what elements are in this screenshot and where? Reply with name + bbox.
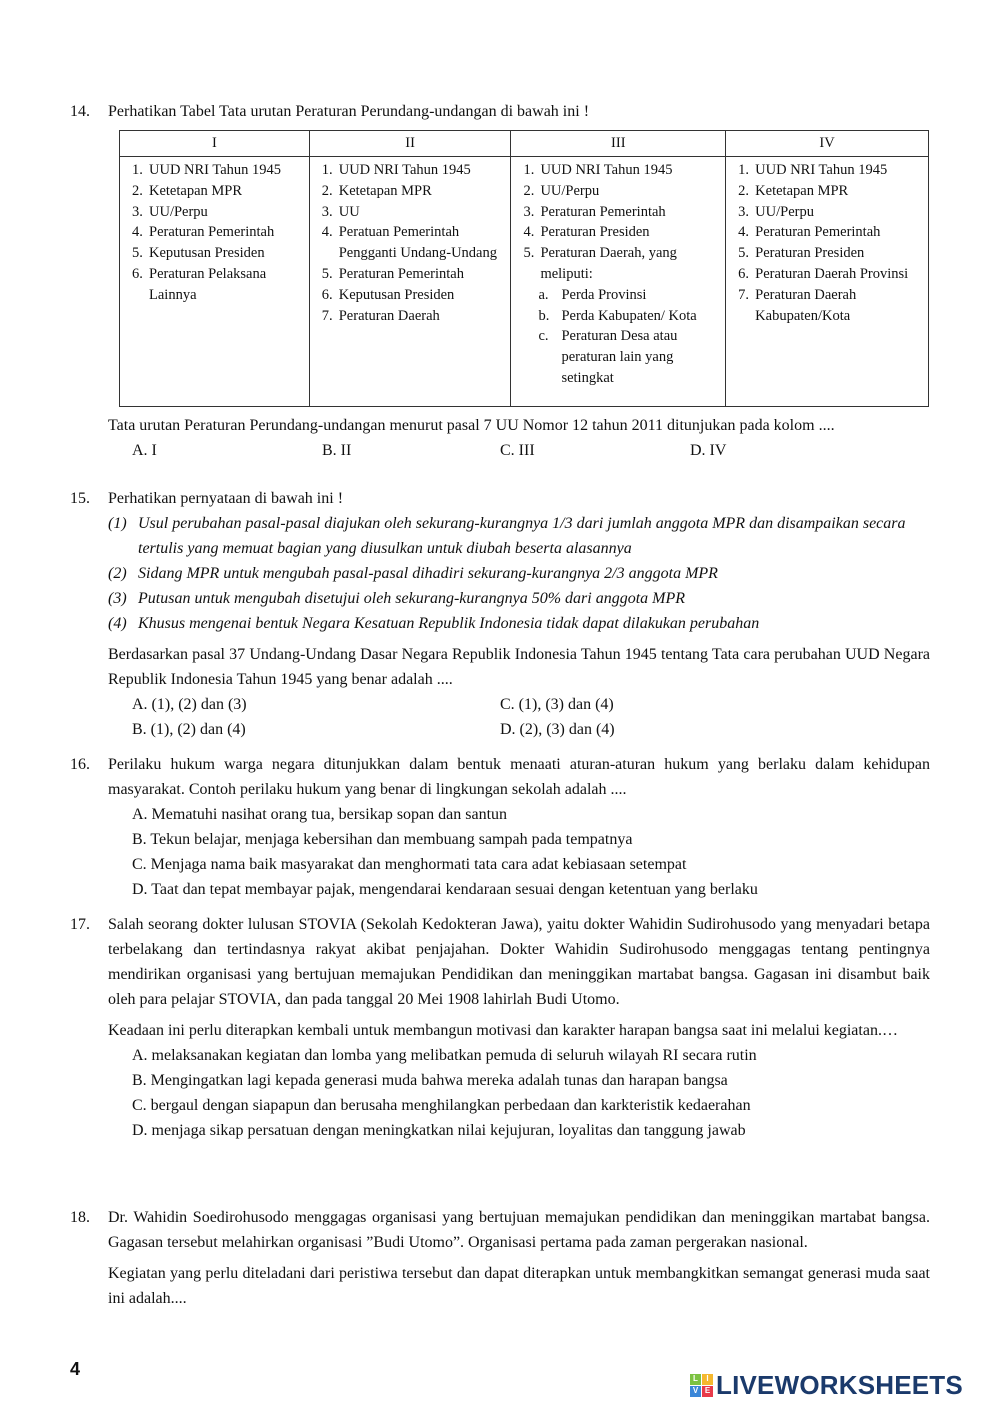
column-header: I <box>120 131 310 157</box>
question-number: 17. <box>70 916 90 933</box>
question-number: 16. <box>70 756 90 773</box>
option-b[interactable]: B. Tekun belajar, menjaga kebersihan dan membuang sampah pada tempatnya <box>132 831 633 848</box>
table-cell-col-1 <box>120 157 310 407</box>
regulation-hierarchy-table <box>119 130 929 407</box>
list-item: 6. Keputusan Presiden <box>321 286 455 303</box>
list-item: 6. Peraturan Pelaksana Lainnya <box>132 265 267 303</box>
option-d[interactable]: D. Taat dan tepat membayar pajak, mengendarai kendaraan sesuai dengan ketentuan yang berlaku <box>132 881 758 898</box>
question-passage: Dr. Wahidin Soedirohusodo menggagas organisasi yang bertujuan memajukan pendidikan dan meninggikan martabat bangsa. Gagasan tersebut melahirkan organisasi ”Budi Utomo”. Organisasi pertama pada zaman pergerakan nasional. <box>108 1209 930 1251</box>
list-item: 2. Ketetapan MPR <box>738 182 849 199</box>
statement-item: (4) Khusus mengenai bentuk Negara Kesatuan Republik Indonesia tidak dapat dilakukan perubahan <box>108 615 760 632</box>
option-b[interactable]: B. II <box>322 442 352 459</box>
question-text: Tata urutan Peraturan Perundang-undangan menurut pasal 7 UU Nomor 12 tahun 2011 ditunjukan pada kolom .... <box>108 417 835 434</box>
option-d[interactable]: D. menjaga sikap persatuan dengan meningkatkan nilai kejujuran, loyalitas dan tanggung jawab <box>132 1122 746 1139</box>
list-item: 3. UU/Perpu <box>738 203 814 220</box>
question-prompt: Perhatikan Tabel Tata urutan Peraturan Perundang-undangan di bawah ini ! <box>108 103 590 120</box>
answer-options <box>132 692 930 742</box>
answer-options <box>132 802 930 902</box>
option-a[interactable]: A. I <box>132 442 157 459</box>
brand-name: LIVEWORKSHEETS <box>716 1370 963 1400</box>
list-item: 6. Peraturan Daerah Provinsi <box>738 265 909 282</box>
table-cell-col-4 <box>726 157 929 407</box>
option-c[interactable]: C. III <box>500 442 535 459</box>
list-item: 5. Peraturan Presiden <box>738 245 865 262</box>
option-a[interactable]: A. (1), (2) dan (3) <box>132 696 247 713</box>
list-item: 1. UUD NRI Tahun 1945 <box>738 162 888 178</box>
list-item: 1. UUD NRI Tahun 1945 <box>523 162 673 178</box>
option-c[interactable]: C. (1), (3) dan (4) <box>500 696 614 713</box>
sub-list-item: b. Perda Kabupaten/ Kota <box>538 307 697 324</box>
question-18 <box>70 1205 930 1311</box>
question-prompt: Perhatikan pernyataan di bawah ini ! <box>108 490 344 507</box>
question-number: 15. <box>70 490 90 507</box>
question-text: Berdasarkan pasal 37 Undang-Undang Dasar Negara Republik Indonesia Tahun 1945 tentang Tata cara perubahan UUD Negara Republik Indonesia Tahun 1945 yang benar adalah .... <box>108 646 930 688</box>
table-cell-col-2 <box>309 157 511 407</box>
option-b[interactable]: B. (1), (2) dan (4) <box>132 721 246 738</box>
list-item: 4. Peraturan Pemerintah <box>132 224 275 241</box>
option-a[interactable]: A. melaksanakan kegiatan dan lomba yang melibatkan pemuda di seluruh wilayah RI secara rutin <box>132 1047 757 1064</box>
list-item: 7. Peraturan Daerah Kabupaten/Kota <box>738 286 857 324</box>
statement-list <box>108 511 930 636</box>
question-number: 18. <box>70 1209 90 1226</box>
option-d[interactable]: D. IV <box>690 442 727 459</box>
list-item: 7. Peraturan Daerah <box>321 307 440 324</box>
list-item: 5. Peraturan Daerah, yang meliputi: <box>523 245 677 282</box>
question-text: Perilaku hukum warga negara ditunjukkan dalam bentuk menaati aturan-aturan hukum yang berlaku dalam kehidupan masyarakat. Contoh perilaku hukum yang benar di lingkungan sekolah adalah .... <box>108 756 930 798</box>
question-15 <box>70 486 930 742</box>
live-tiles-icon: L I V E <box>690 1374 713 1397</box>
question-16 <box>70 752 930 902</box>
option-a[interactable]: A. Mematuhi nasihat orang tua, bersikap sopan dan santun <box>132 806 508 823</box>
question-number: 14. <box>70 103 90 120</box>
list-item: 3. Peraturan Pemerintah <box>523 203 666 220</box>
list-item: 3. UU/Perpu <box>132 203 208 220</box>
list-item: 2. Ketetapan MPR <box>321 182 432 199</box>
list-item: 1. UUD NRI Tahun 1945 <box>132 162 282 178</box>
statement-item: (2) Sidang MPR untuk mengubah pasal-pasal dihadiri sekurang-kurangnya 2/3 anggota MPR <box>108 565 718 582</box>
sub-list-item: a. Perda Provinsi <box>538 286 647 303</box>
question-passage: Salah seorang dokter lulusan STOVIA (Sekolah Kedokteran Jawa), yaitu dokter Wahidin Sudirohusodo yang menyadari betapa terbelakang dan tertindasnya rakyat akibat penjajahan. Dokter Wahidin Sudirohusodo menggagas tentang pentingnya mendirikan organisasi yang bertujuan memajukan Pendidikan dan meninggikan martabat bangsa. Gagasan ini disambut baik oleh para pelajar STOVIA, dan pada tanggal 20 Mei 1908 lahirlah Budi Utomo. <box>108 916 930 1008</box>
list-item: 5. Keputusan Presiden <box>132 245 265 262</box>
list-item: 4. Peraturan Pemerintah <box>738 224 881 241</box>
table-row <box>120 157 929 407</box>
column-header: II <box>309 131 511 157</box>
statement-item: (3) Putusan untuk mengubah disetujui oleh sekurang-kurangnya 50% dari anggota MPR <box>108 590 686 607</box>
statement-item: (1) Usul perubahan pasal-pasal diajukan oleh sekurang-kurangnya 1/3 dari jumlah anggota MPR dan disampaikan secara tertulis yang memuat bagian yang diusulkan untuk diubah beserta alasannya <box>108 515 906 557</box>
list-item: 1. UUD NRI Tahun 1945 <box>321 162 471 178</box>
option-b[interactable]: B. Mengingatkan lagi kepada generasi muda bahwa mereka adalah tunas dan harapan bangsa <box>132 1072 728 1089</box>
liveworksheets-logo[interactable] <box>690 1372 963 1398</box>
option-c[interactable]: C. bergaul dengan siapapun dan berusaha menghilangkan perbedaan dan karkteristik kedaerahan <box>132 1097 751 1114</box>
option-d[interactable]: D. (2), (3) dan (4) <box>500 721 615 738</box>
list-item: 2. Ketetapan MPR <box>132 182 243 199</box>
list-item: 2. UU/Perpu <box>523 182 600 199</box>
page-number: 4 <box>70 1359 81 1379</box>
sub-list-item: c. Peraturan Desa atau peraturan lain yang setingkat <box>538 328 678 386</box>
column-header: IV <box>726 131 929 157</box>
list-item: 3. UU <box>321 203 360 220</box>
question-text: Kegiatan yang perlu diteladani dari peristiwa tersebut dan dapat diterapkan untuk membangkitkan semangat generasi muda saat ini adalah.... <box>108 1265 930 1307</box>
list-item: 5. Peraturan Pemerintah <box>321 265 464 282</box>
list-item: 4. Peratuan Pemerintah Pengganti Undang-Undang <box>321 224 497 262</box>
table-header-row <box>120 131 929 157</box>
table-cell-col-3 <box>511 157 726 407</box>
answer-options <box>132 438 930 463</box>
answer-options <box>132 1043 930 1143</box>
list-item: 4. Peraturan Presiden <box>523 224 650 241</box>
option-c[interactable]: C. Menjaga nama baik masyarakat dan menghormati tata cara adat kebiasaan setempat <box>132 856 687 873</box>
question-17 <box>70 912 930 1143</box>
question-text: Keadaan ini perlu diterapkan kembali untuk membangun motivasi dan karakter harapan bangsa saat ini melalui kegiatan.… <box>108 1022 898 1039</box>
question-14 <box>70 99 930 463</box>
column-header: III <box>511 131 726 157</box>
